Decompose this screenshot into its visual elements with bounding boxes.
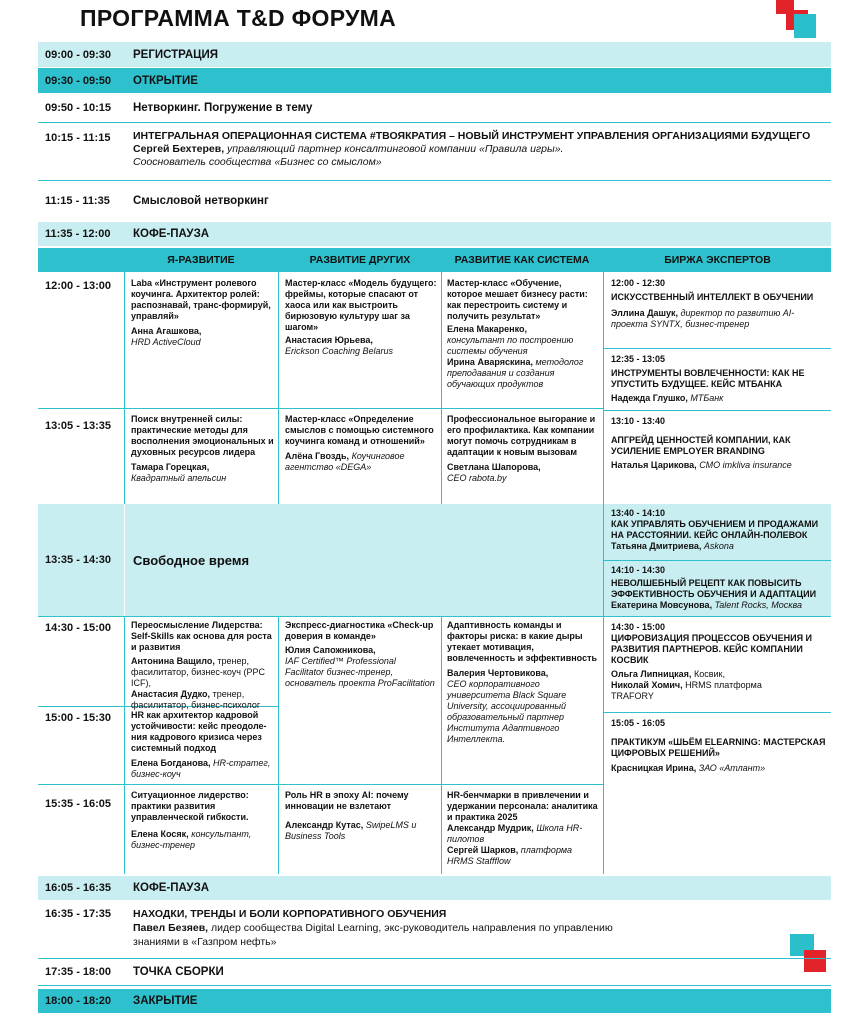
expert-title: ПРАКТИКУМ «ШЬЁМ ELEARNING: МАСТЕРСКАЯ ЦИФРОВЫХ РЕШЕНИЙ» [611,737,826,758]
label-coffee1: КОФЕ-ПАУЗА [133,228,210,240]
speaker-name: Елена Макаренко, [447,324,527,334]
expert-title: НЕВОЛШЕБНЫЙ РЕЦЕПТ КАК ПОВЫСИТЬ ЭФФЕКТИВНОСТЬ ОБУЧЕНИЯ И АДАПТАЦИИ [611,578,817,599]
speaker-org: директор по развитию AI-проекта SYNTX, бизнес-тренер [611,308,795,329]
session-title: Поиск внутренней силы: практические методы для восполнения эмоциональных и духовных ресурсов лидера [131,414,274,457]
session-title: Мастер-класс «Обучение, которое мешает бизнесу расти: как перестроить систему и получить результат» [447,278,588,321]
speaker-name: Александр Мудрик, [447,823,534,833]
speaker-org: Школа HR-пилотов [447,823,583,844]
session-title: Роль HR в эпоху AI: почему инновации не взлетают [285,790,409,811]
speaker-org: IAF Certified™ Professional Facilitator бизнес-тренер, основатель проекта ProFacilitation [285,656,435,688]
speaker-org: CMO imkliva insurance [699,460,792,470]
divider [124,272,125,504]
session-title: HR как архитектор кадровой устойчивости: кейс преодоле-ния кадрового кризиса через системный подход [131,710,267,753]
keynote-speaker: Сергей Бехтерев, [133,143,225,155]
time-networking: 09:50 - 10:15 [45,102,112,114]
divider [604,410,831,411]
expert-time: 12:00 - 12:30 [611,278,666,288]
time-trends: 16:35 - 17:35 [45,908,112,920]
speaker-name: Николай Хомич, [611,680,683,690]
speaker-name: Анна Агашкова, [131,326,202,336]
speaker-name: Анастасия Юрьева, [285,335,373,345]
expert-time: 15:05 - 16:05 [611,718,666,728]
divider [441,616,442,874]
row-free-time [38,504,603,616]
speaker-org: Косвик, [693,669,725,679]
speaker-name: Тамара Горецкая, [131,462,210,472]
divider [124,504,125,616]
speaker-name: Красницкая Ирина, [611,763,697,773]
divider [38,180,831,181]
page-title: ПРОГРАММА T&D ФОРУМА [80,5,397,31]
label-free: Свободное время [133,552,250,568]
session-cell [131,790,276,851]
session-title: Мастер-класс «Модель будущего: фреймы, которые спасают от хаоса или как выстроить бирюзовую культуру шаг за шагом» [285,278,437,332]
time-coffee2: 16:05 - 16:35 [45,882,112,894]
expert-title: АПГРЕЙД ЦЕННОСТЕЙ КОМПАНИИ, КАК УСИЛЕНИЕ EMPLOYER BRANDING [611,435,791,456]
label-assembly: ТОЧКА СБОРКИ [133,966,224,978]
speaker-name: Сергей Шарков, [447,845,519,855]
speaker-org: TRAFORY [611,691,654,701]
expert-time: 14:30 - 15:00 [611,622,666,632]
expert-time: 12:35 - 13:05 [611,354,666,364]
divider [38,985,831,986]
expert-cell [611,416,829,471]
expert-cell [611,278,829,330]
time-slot: 12:00 - 13:00 [45,280,112,292]
speaker-name: Светлана Шапорова, [447,462,541,472]
speaker-name: Юлия Сапожникова, [285,645,376,655]
session-title: Экспресс-диагностика «Check-up доверия в команде» [285,620,434,641]
corner-decor-teal [794,14,816,38]
session-cell [131,620,276,711]
keynote-title: ИНТЕГРАЛЬНАЯ ОПЕРАЦИОННАЯ СИСТЕМА #ТВОЯКРАТИЯ – НОВЫЙ ИНСТРУМЕНТ УПРАВЛЕНИЯ ОРГАНИЗАЦИЯМИ БУДУЩЕГО [133,130,811,142]
label-networking: Нетворкинг. Погружение в тему [133,102,313,114]
session-cell [285,620,437,689]
time-slot: 13:05 - 13:35 [45,420,112,432]
expert-cell [611,565,829,611]
session-cell [285,414,437,473]
trends-block [133,907,783,949]
divider [604,712,831,713]
speaker-org: HR-стратег, бизнес-коуч [131,758,271,779]
expert-cell [611,718,829,774]
speaker-org: HRD ActiveCloud [131,337,201,347]
label-opening: ОТКРЫТИЕ [133,74,198,87]
session-title: Переосмысление Лидерства: Self-Skills как основа для роста и развития [131,620,272,652]
label-closing: ЗАКРЫТИЕ [133,995,198,1007]
speaker-name: Ольга Липницкая, [611,669,692,679]
track-self: Я-РАЗВИТИЕ [167,254,235,266]
divider [38,616,831,617]
label-coffee2: КОФЕ-ПАУЗА [133,882,210,894]
time-slot: 15:00 - 15:30 [45,712,112,724]
speaker-name: Наталья Царикова, [611,460,697,470]
label-networking2: Смысловой нетворкинг [133,195,269,207]
time-keynote: 10:15 - 11:15 [45,132,111,144]
session-cell [131,414,276,484]
divider [38,958,831,959]
speaker-org: CEO корпоративного университета Black Square University, ассоциированный образовательный партнер Института Адаптивного Интеллекта. [447,679,567,744]
session-title: Ситуационное лидерство: практики развития управленческой гибкости. [131,790,249,822]
session-title: Адаптивность команды и факторы риска: в какие дыры утекает мотивация, вовлеченность и эффективность [447,620,598,663]
speaker-org: HRMS платформа [685,680,762,690]
expert-time: 13:10 - 13:40 [611,416,666,426]
speaker-org: Askona [703,541,734,551]
expert-title: ИСКУССТВЕННЫЙ ИНТЕЛЛЕКТ В ОБУЧЕНИИ [611,292,814,302]
label-registration: РЕГИСТРАЦИЯ [133,48,219,61]
trends-title: НАХОДКИ, ТРЕНДЫ И БОЛИ КОРПОРАТИВНОГО ОБУЧЕНИЯ [133,908,447,920]
divider [124,616,125,874]
divider [441,272,442,504]
session-title: Профессиональное выгорание и его профилактика. Как компании могут помочь сотрудникам в адаптации к новым вызовам [447,414,596,457]
session-title: HR-бенчмарки в привлечении и удержании персонала: аналитика и практика 2025 [447,790,598,822]
divider [38,784,603,785]
speaker-name: Ирина Аваряскина, [447,357,533,367]
session-cell [447,414,599,484]
expert-cell [611,622,829,702]
divider [38,408,603,409]
speaker-name: Антонина Ващило, [131,656,215,666]
speaker-org: CEO rabota.by [447,473,507,483]
keynote-role2: Сооснователь сообщества «Бизнес со смыслом» [133,156,382,168]
speaker-org: Talent Rocks, Москва [714,600,803,610]
speaker-name: Надежда Глушко, [611,393,688,403]
keynote-block [133,130,823,169]
speaker-org: Коучинговое агентство «DEGA» [285,451,405,472]
session-title: Laba «Инструмент ролевого коучинга. Архитектор ролей: распознавай, транс-формируй, управляй» [131,278,271,321]
time-slot: 14:30 - 15:00 [45,622,112,634]
time-free: 13:35 - 14:30 [45,554,112,566]
speaker-org: SwipeLMS и Business Tools [285,820,417,841]
speaker-org: платформа HRMS Staffflow [447,845,573,866]
time-coffee1: 11:35 - 12:00 [45,228,111,240]
speaker-name: Татьяна Дмитриева, [611,541,702,551]
divider [38,122,831,123]
expert-time: 14:10 - 14:30 [611,565,666,575]
speaker-org: Квадратный апельсин [131,473,227,483]
session-title: Мастер-класс «Определение смыслов с помощью системного коучинга команд и отношений» [285,414,434,446]
divider [604,348,831,349]
time-closing: 18:00 - 18:20 [45,995,112,1007]
speaker-name: Эллина Дашук, [611,308,679,318]
speaker-org: МТБанк [690,393,724,403]
speaker-org: консультант по построению системы обучения [447,335,574,356]
speaker-name: Анастасия Дудко, [131,689,211,699]
speaker-name: Александр Кутас, [285,820,364,830]
expert-cell [611,508,829,552]
speaker-role: лидер сообщества Digital Learning, экс-руководитель направления по управлению [211,922,613,934]
speaker-org: тренер, фасилитатор, бизнес-коуч (PPC ICF), [131,656,265,688]
speaker-name: Елена Богданова, [131,758,211,768]
expert-title: КАК УПРАВЛЯТЬ ОБУЧЕНИЕМ И ПРОДАЖАМИ НА РАССТОЯНИИ. КЕЙС ОНЛАЙН-ПОЛЕВОК [611,519,819,540]
track-experts: БИРЖА ЭКСПЕРТОВ [664,254,771,266]
speaker-name: Алёна Гвоздь, [285,451,350,461]
speaker-org: Erickson Coaching Belarus [285,346,394,356]
time-networking2: 11:15 - 11:35 [45,195,110,207]
time-opening: 09:30 - 09:50 [45,74,112,87]
session-cell [285,278,437,357]
bottom-decor-red [804,950,826,972]
speaker-name: Елена Косяк, [131,829,189,839]
session-cell [447,278,599,390]
speaker-name: Валерия Чертовикова, [447,668,549,678]
speaker-role: знаниями в «Газпром нефть» [133,936,277,948]
expert-title: ИНСТРУМЕНТЫ ВОВЛЕЧЕННОСТИ: КАК НЕ УПУСТИТЬ БУДУЩЕЕ. КЕЙС МТБАНКА [611,368,805,389]
track-system: РАЗВИТИЕ КАК СИСТЕМА [454,254,590,266]
session-cell [447,790,599,867]
expert-cell [611,354,829,404]
speaker-org: методолог преподавания и создания обучающих продуктов [447,357,584,389]
keynote-role: управляющий партнер консалтинговой компании «Правила игры». [227,143,564,155]
time-assembly: 17:35 - 18:00 [45,966,112,978]
speaker-org: тренер, фасилитатор, бизнес-психолог [131,689,261,710]
divider [278,272,279,504]
speaker-org: ЗАО «Атлант» [698,763,766,773]
speaker-name: Павел Безяев, [133,922,209,934]
time-registration: 09:00 - 09:30 [45,48,112,61]
track-others: РАЗВИТИЕ ДРУГИХ [309,254,411,266]
expert-title: ЦИФРОВИЗАЦИЯ ПРОЦЕССОВ ОБУЧЕНИЯ И РАЗВИТИЯ ПАРТНЕРОВ. КЕЙС КОМПАНИИ КОСВИК [611,633,813,665]
expert-time: 13:40 - 14:10 [611,508,666,518]
time-slot: 15:35 - 16:05 [45,798,112,810]
session-cell [285,790,437,842]
session-cell [131,710,276,780]
speaker-name: Екатерина Мовсунова, [611,600,713,610]
session-cell [447,620,599,745]
session-cell [131,278,276,348]
divider [278,616,279,874]
speaker-org: консультант, бизнес-тренер [131,829,252,850]
